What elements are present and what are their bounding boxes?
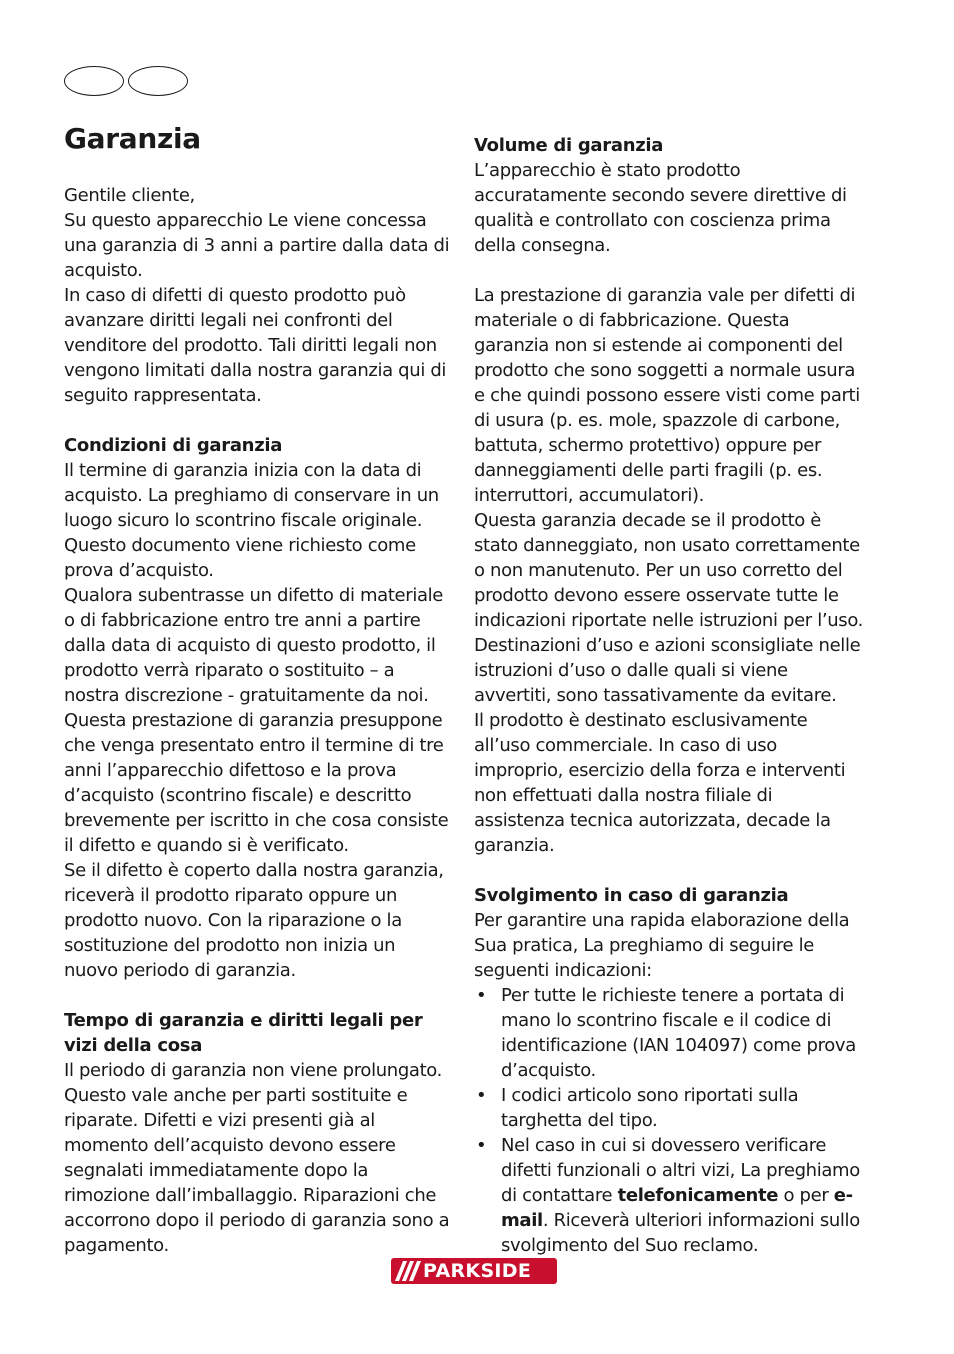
section-heading-procedure: Svolgimento in caso di garanzia [474,885,789,906]
procedure-list [474,983,864,1258]
bullet-text: . Riceverà ulteriori informazioni sullo svolgimento del Suo reclamo. [501,1210,860,1256]
intro-paragraph: In caso di difetti di questo prodotto può avanzare diritti legali nei confronti del venditore del prodotto. Tali diritti legali non vengono limitati dalla nostra garanzia qui di seguito rappresentata. [64,285,447,406]
intro-paragraph: Su questo apparecchio Le viene concessa una garanzia di 3 anni a partire dalla data di acquisto. [64,210,450,281]
conditions-paragraph: Se il difetto è coperto dalla nostra garanzia, riceverà il prodotto riparato oppure un prodotto nuovo. Con la riparazione o la sostituzione del prodotto non inizia un nuovo periodo di garanzia. [64,860,444,981]
language-oval-left [64,66,124,96]
greeting: Gentile cliente, [64,185,195,206]
scope-paragraph: Questa garanzia decade se il prodotto è stato danneggiato, non usato correttamente o non manutenuto. Per un uso corretto del prodotto devono essere osservate tutte le indicazioni riportate nelle istruzioni per l’uso. Destinazioni d’uso e azioni sconsigliate nelle istruzioni d’uso o dalle quali si viene avvertiti, sono tassativamente da evitare. [474,510,864,706]
list-item [474,1133,864,1258]
conditions-paragraph: Qualora subentrasse un difetto di materiale o di fabbricazione entro tre anni a partire dalla data di acquisto di questo prodotto, il prodotto verrà riparato o sostituito – a nostra discrezione - gratuitamente da noi. [64,585,444,706]
scope-paragraph: L’apparecchio è stato prodotto accuratamente secondo severe direttive di qualità e controllato con coscienza prima della consegna. [474,160,847,256]
language-ovals [64,66,190,98]
section-heading-scope: Volume di garanzia [474,135,664,156]
email-emphasis: e-mail [501,1185,853,1231]
conditions-paragraph: Il termine di garanzia inizia con la data di acquisto. La preghiamo di conservare in un luogo sicuro lo scontrino fiscale originale. Questo documento viene richiesto come prova d’acquisto. [64,460,439,581]
conditions-paragraph: Questa prestazione di garanzia presuppone che venga presentato entro il termine di tre anni l’apparecchio difettoso e la prova d’acquisto (scontrino fiscale) e descritto brevemente per iscritto in che cosa consiste il difetto e quando si è verificato. [64,710,449,856]
list-item: • I codici articolo sono riportati sulla targhetta del tipo. [474,1083,864,1133]
procedure-intro: Per garantire una rapida elaborazione della Sua pratica, La preghiamo di seguire le seguenti indicazioni: [474,910,850,981]
list-item: • Per tutte le richieste tenere a portata di mano lo scontrino fiscale e il codice di identificazione (IAN 104097) come prova d’acquisto. [474,983,864,1083]
bullet-text: Nel caso in cui si dovessero verificare difetti funzionali o altri vizi, La preghiamo di contattare [501,1135,860,1206]
logo-slashes-icon [399,1261,417,1281]
parkside-logo [391,1258,557,1284]
phone-emphasis: telefonicamente [617,1185,779,1206]
scope-paragraph: Il prodotto è destinato esclusivamente all’uso commerciale. In caso di uso improprio, esercizio della forza e interventi non effettuati dalla nostra filiale di assistenza tecnica autorizzata, decade la garanzia. [474,710,846,856]
bullet-text: o per [778,1185,834,1206]
warranty-time-paragraph: Il periodo di garanzia non viene prolungato. Questo vale anche per parti sostituite e riparate. Difetti e vizi presenti già al momento dell’acquisto devono essere segnalati immediatamente dopo la rimozione dall’imballaggio. Riparazioni che accorrono dopo il periodo di garanzia sono a pagamento. [64,1060,450,1256]
section-heading-conditions: Condizioni di garanzia [64,435,283,456]
logo-wordmark: PARKSIDE [423,1260,532,1282]
section-heading-warranty-time: Tempo di garanzia e diritti legali per vizi della cosa [64,1010,423,1056]
page-title: Garanzia [64,122,201,155]
left-column [64,183,450,1258]
language-oval-right [128,66,188,96]
right-column [474,133,864,1258]
scope-paragraph: La prestazione di garanzia vale per difetti di materiale o di fabbricazione. Questa garanzia non si estende ai componenti del prodotto che sono soggetti a normale usura e che quindi possono essere visti come parti di usura (p. es. mole, spazzole di carbone, battuta, schermo protettivo) oppure per danneggiamenti delle parti fragili (p. es. interruttori, accumulatori). [474,285,860,506]
